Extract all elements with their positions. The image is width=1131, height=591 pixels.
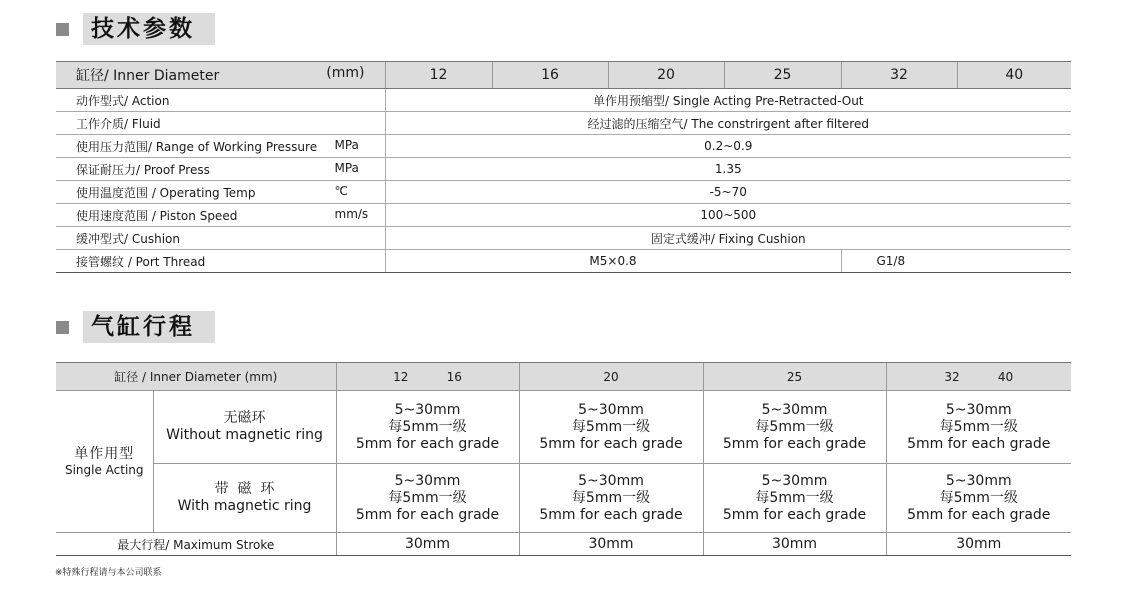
port-value-small: M5×0.8 xyxy=(385,250,841,273)
header-size-cell: 32 40 xyxy=(886,363,1071,391)
cell-line: 5mm for each grade xyxy=(355,506,500,523)
cell-line: 5mm for each grade xyxy=(907,506,1051,523)
table-row-max-stroke xyxy=(56,533,1071,556)
cell-line: 5~30mm xyxy=(761,401,828,418)
row-label-cell xyxy=(56,135,385,158)
stroke-table xyxy=(56,362,1071,556)
cell-line: 每5mm一级 xyxy=(571,489,651,506)
row-value: 1.35 xyxy=(385,158,1071,181)
max-value: 30mm xyxy=(703,533,886,556)
ring-label-cell xyxy=(153,464,336,533)
row-label: 工作介质/ Fluid xyxy=(76,116,161,131)
row-unit: ℃ xyxy=(334,183,348,198)
cell-line: 5~30mm xyxy=(945,472,1012,489)
row-label: 接管螺纹 / Port Thread xyxy=(56,250,385,273)
ring-en: With magnetic ring xyxy=(177,498,312,514)
row-value: 经过滤的压缩空气/ The constrirgent after filtered xyxy=(385,112,1071,135)
row-label: 保证耐压力/ Proof Press xyxy=(76,162,210,177)
section-heading-stroke xyxy=(56,311,215,343)
row-label-cell xyxy=(56,227,385,250)
row-unit: MPa xyxy=(334,160,359,175)
stroke-cell xyxy=(519,464,703,533)
row-unit: mm/s xyxy=(334,206,369,221)
size-cell: 12 xyxy=(385,62,492,89)
size-cell: 16 xyxy=(492,62,608,89)
header-size-cell: 25 xyxy=(703,363,886,391)
stroke-cell xyxy=(336,464,519,533)
row-unit xyxy=(325,92,385,109)
port-value-large: G1/8 xyxy=(841,250,1071,273)
cell-line: 5mm for each grade xyxy=(907,435,1051,452)
header-label: 缸径 / Inner Diameter (mm) xyxy=(56,363,336,391)
size-cell: 25 xyxy=(724,62,841,89)
cell-line: 每5mm一级 xyxy=(388,418,467,435)
cell-line: 每5mm一级 xyxy=(755,418,834,435)
row-label-cell xyxy=(56,112,385,135)
table-header-row xyxy=(56,363,1071,391)
cell-line: 5~30mm xyxy=(578,401,644,418)
stroke-cell xyxy=(519,391,703,464)
ring-en: Without magnetic ring xyxy=(166,427,323,443)
cell-line: 5~30mm xyxy=(945,401,1012,418)
table-row xyxy=(56,112,1071,135)
row-label: 缓冲型式/ Cushion xyxy=(76,231,180,246)
stroke-cell xyxy=(886,391,1071,464)
cell-line: 5~30mm xyxy=(394,401,461,418)
cell-line: 5~30mm xyxy=(761,472,828,489)
row-unit xyxy=(325,115,385,132)
size-cell: 20 xyxy=(608,62,724,89)
footnote: ※特殊行程请与本公司联系 xyxy=(55,568,162,578)
cell-line: 每5mm一级 xyxy=(939,489,1018,506)
cell-line: 每5mm一级 xyxy=(755,489,834,506)
row-label-cell xyxy=(56,89,385,112)
table-row xyxy=(56,89,1071,112)
row-label-cell xyxy=(56,158,385,181)
type-cn: 单作用型 xyxy=(74,445,135,462)
ring-cn: 带 磁 环 xyxy=(214,481,275,497)
row-value: 0.2~0.9 xyxy=(385,135,1071,158)
table-header-row xyxy=(56,62,1071,89)
header-unit: (mm) xyxy=(326,65,365,81)
stroke-cell xyxy=(336,391,519,464)
stroke-cell xyxy=(703,391,886,464)
stroke-cell xyxy=(886,464,1071,533)
cell-line: 每5mm一级 xyxy=(939,418,1018,435)
table-row-with-ring xyxy=(56,464,1071,533)
ring-cn: 无磁环 xyxy=(223,410,266,426)
header-label: 缸径/ Inner Diameter xyxy=(76,68,220,84)
table-row-without-ring xyxy=(56,391,1071,464)
table-row xyxy=(56,204,1071,227)
stroke-cell xyxy=(703,464,886,533)
table-row xyxy=(56,181,1071,204)
row-label: 动作型式/ Action xyxy=(76,93,170,108)
row-value: 固定式缓冲/ Fixing Cushion xyxy=(385,227,1071,250)
row-label-cell xyxy=(56,204,385,227)
cell-line: 5~30mm xyxy=(578,472,644,489)
cell-line: 5mm for each grade xyxy=(722,506,867,523)
tech-params-table xyxy=(56,61,1071,273)
row-label: 使用温度范围 / Operating Temp xyxy=(76,185,256,200)
type-en: Single Acting xyxy=(64,462,144,477)
row-value: -5~70 xyxy=(385,181,1071,204)
section-title: 技术参数 xyxy=(83,13,215,45)
size-cell: 32 xyxy=(841,62,957,89)
row-label: 使用速度范围 / Piston Speed xyxy=(76,208,238,223)
header-label-cell xyxy=(56,62,385,89)
row-value: 100~500 xyxy=(385,204,1071,227)
cell-line: 每5mm一级 xyxy=(571,418,651,435)
cell-line: 5mm for each grade xyxy=(722,435,867,452)
row-unit xyxy=(325,230,385,247)
cell-line: 5~30mm xyxy=(394,472,461,489)
max-value: 30mm xyxy=(336,533,519,556)
cell-line: 5mm for each grade xyxy=(355,435,500,452)
ring-label-cell xyxy=(153,391,336,464)
row-label: 使用压力范围/ Range of Working Pressure xyxy=(76,139,318,154)
table-row xyxy=(56,158,1071,181)
max-label: 最大行程/ Maximum Stroke xyxy=(56,533,336,556)
max-value: 30mm xyxy=(886,533,1071,556)
square-bullet-icon xyxy=(56,321,69,334)
row-value: 单作用预缩型/ Single Acting Pre-Retracted-Out xyxy=(385,89,1071,112)
square-bullet-icon xyxy=(56,23,69,36)
type-cell xyxy=(56,391,153,533)
header-size-cell: 12 16 xyxy=(336,363,519,391)
section-heading-tech-params xyxy=(56,13,215,45)
section-title: 气缸行程 xyxy=(83,311,215,343)
size-cell: 40 xyxy=(957,62,1071,89)
table-row xyxy=(56,135,1071,158)
row-unit: MPa xyxy=(334,137,359,152)
cell-line: 5mm for each grade xyxy=(539,506,683,523)
max-value: 30mm xyxy=(519,533,703,556)
cell-line: 每5mm一级 xyxy=(388,489,467,506)
table-row xyxy=(56,227,1071,250)
cell-line: 5mm for each grade xyxy=(539,435,683,452)
row-label-cell xyxy=(56,181,385,204)
header-size-cell: 20 xyxy=(519,363,703,391)
table-row-port-thread xyxy=(56,250,1071,273)
